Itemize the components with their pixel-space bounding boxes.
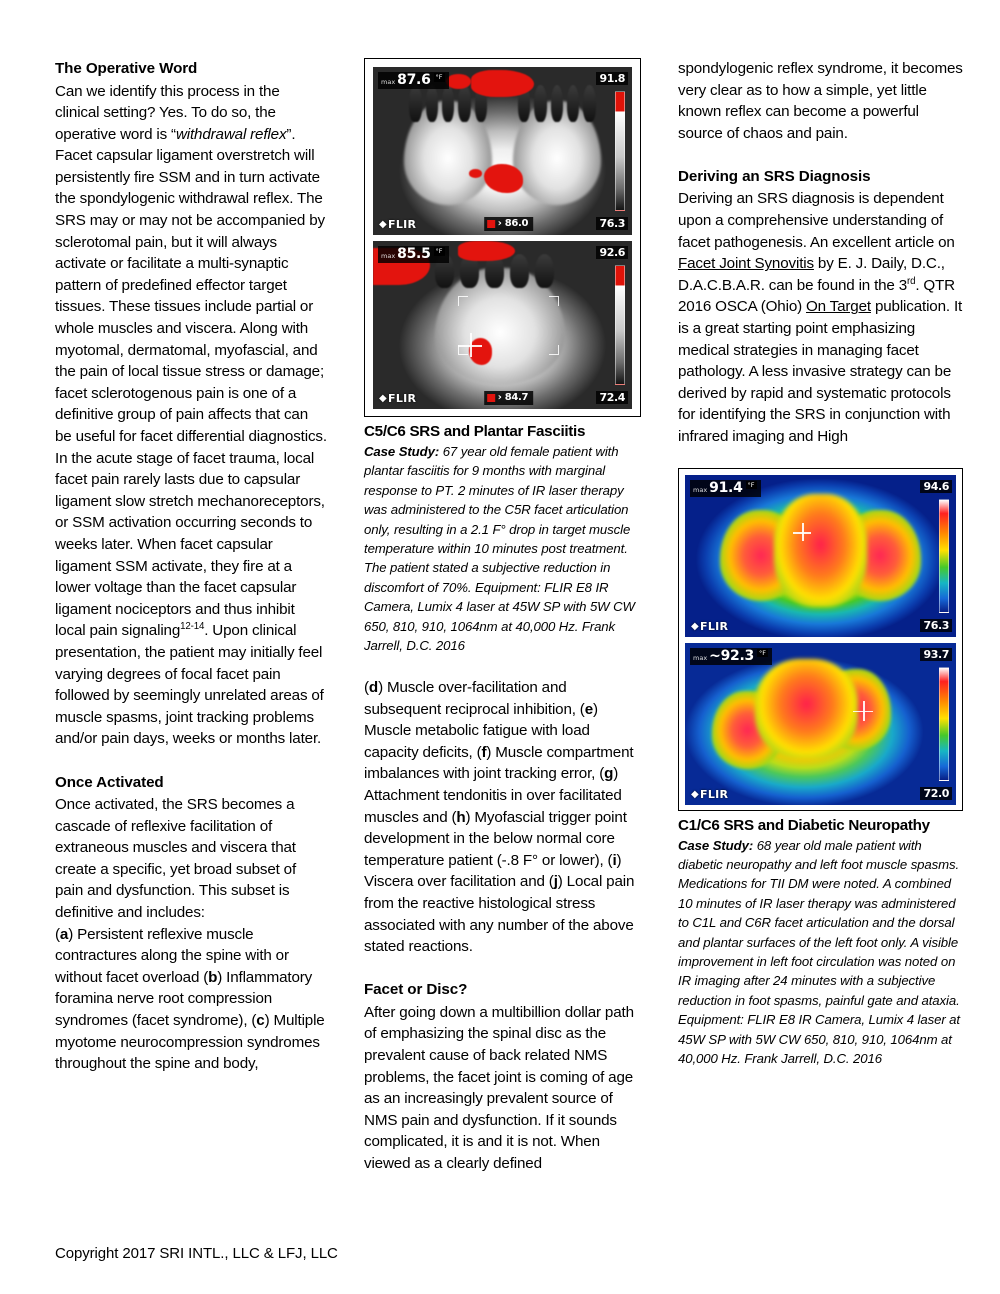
alarm-threshold-value: › 84.7 <box>497 392 529 403</box>
case-study-text: 68 year old male patient with diabetic neuropathy and left foot muscle spasms. Medications for TII DM were noted. A combined 10 minutes of IR laser therapy was administered to C1L and C6R facet articulation and the dorsal and plantar surfaces of the left foot only. A visible improvement in left foot circulation was noted on IR imaging after 24 minutes with a subjective reduction in foot spasms, painful gate and ataxia. Equipment: FLIR E8 IR Camera, Lumix 4 laser at 45W SP with 5W CW 650, 810, 910, 1064nm at 40,000 Hz. Frank Jarrell, D.C. 2016 <box>678 837 960 1067</box>
list-item-d-text: ) Muscle over-facilitation and subsequent reciprocal inhibition, ( <box>364 679 585 718</box>
roi-corner-bottom-left <box>458 345 468 355</box>
thermal-image-3 <box>685 475 956 637</box>
list-item-f-text: ) Muscle compartment imbalances with joint tracking error, ( <box>364 743 634 783</box>
case-study-label: Case Study: <box>364 444 440 459</box>
paragraph-facet-or-disc: After going down a multibillion dollar path of emphasizing the spinal disc as the prevalent cause of back related NMS problems, the facet joint is coming of age as an increasingly prevalent source of NMS pain and dysfunction. If it sounds complicated, it is and it is not. When viewed as a clearly defined <box>364 1003 634 1173</box>
list-marker-g: g <box>604 765 614 783</box>
spot-measurement-crosshair <box>793 523 811 541</box>
link-facet-joint-synovitis[interactable]: Facet Joint Synovitis <box>678 255 814 273</box>
column-2 <box>364 58 641 1175</box>
max-label: max <box>693 485 708 494</box>
heading-facet-or-disc: Facet or Disc? <box>364 981 468 999</box>
paragraph-list-d-through-j: (d) Muscle over-facilitation and subsequent reciprocal inhibition, (e) Muscle metabolic fatigue with load capacity deficits, (f) Muscle compartment imbalances with joint tracking error, (g) Attachment tendonitis in over facilitated muscles and (h) Myofascial trigger point development in the below normal core temperature patient (-.8 F° or lower), (i) Viscera over facilitation and (j) Local pain from the reactive histological stress associated with any number of the above stated reactions. <box>364 679 635 956</box>
paragraph-operative-word <box>55 81 327 750</box>
scale-high-value: 93.7 <box>920 648 952 661</box>
scale-low-value: 72.0 <box>920 787 952 800</box>
roi-corner-top-right <box>549 296 559 306</box>
operative-word-text-2: ”. Facet capsular ligament overstretch will persistently fire SSM and in turn activate the spondylogenic withdrawal reflex. The SRS may or may not be accompanied by sclerotomal pain, but it will always activate or facilitate a multi-synaptic pattern of predefined effector target tissues. These tissues include partial or whole muscles and viscera. Along with myotomal, dermatomal, myofascial, and the pain of local tissue stress or damage; facet sclerotogenous pain is one of a definitive group of pain affects that can be useful for facet differential diagnostics. In the acute stage of facet trauma, local facet pain rarely lasts due to capsular ligament slow stretch mechanoreceptors, or SSM activation occurring seconds to weeks later. When facet capsular ligament SSM activate, they fire at a lower voltage than the facet capsular ligament nociceptors and thus inhibit local pain signaling <box>55 125 327 640</box>
alarm-color-swatch <box>487 220 495 228</box>
list-item-g-text: ) Attachment tendonitis in over facilitated muscles and ( <box>364 765 622 826</box>
figure-caption-c1c6 <box>678 836 963 1069</box>
list-marker-e: e <box>584 700 594 718</box>
list-marker-i: i <box>612 851 617 869</box>
citation-superscript-12-14: 12-14 <box>180 621 205 633</box>
heading-once-activated: Once Activated <box>55 773 164 791</box>
max-temperature-readout <box>690 648 772 665</box>
temperature-scale-bar <box>615 91 625 211</box>
max-value: 91.4 <box>709 479 743 496</box>
hotspot-top-left <box>446 74 472 89</box>
scale-high-value: 94.6 <box>920 480 952 493</box>
list-item-e-text: ) Muscle metabolic fatigue with load capacity deficits, ( <box>364 700 598 761</box>
figure-c1c6-diabetic-neuropathy <box>678 468 963 811</box>
alarm-threshold-value: › 86.0 <box>497 218 529 229</box>
list-marker-b: b <box>208 968 218 986</box>
alarm-threshold-readout <box>484 217 533 231</box>
scale-low-value: 72.4 <box>596 391 628 404</box>
paragraph-once-activated: Once activated, the SRS becomes a cascade of reflexive facilitation of extraneous muscles and viscera that create a specific, yet broad subset of pain and dysfunction. This subset is definitive and includes: (a) Persistent reflexive muscle contractures along the spine with or without facet overload (b) Inflammatory foramina nerve root compression syndromes (facet syndrome), (c) Multiple myotome neurocompression syndromes throughout the spine and body, <box>55 796 325 1073</box>
temperature-unit: °F <box>758 648 766 657</box>
copyright-footer: Copyright 2017 SRI INTL., LLC & LFJ, LLC <box>55 1245 338 1262</box>
max-temperature-readout <box>378 72 449 89</box>
flir-diamond-icon: ◆ <box>379 393 387 404</box>
thermal-image-1 <box>373 67 632 235</box>
link-on-target[interactable]: On Target <box>806 298 871 316</box>
hotspot-top-center <box>471 70 533 97</box>
figure-caption-c5c6 <box>364 442 641 655</box>
deriving-text-4: publication. It is a great starting point emphasizing medical strategies in managing facet pathology. A less invasive strategy can be derived by rapid and systematic protocols for identifying the SRS in conjunction with infrared imaging and High <box>678 298 963 445</box>
list-item-c-text: ) Multiple myotome neurocompression syndromes throughout the spine and body, <box>55 1011 325 1073</box>
column-1 <box>55 58 327 1175</box>
ordinal-superscript-rd: rd <box>907 275 916 287</box>
list-item-i-text: ) Viscera over facilitation and ( <box>364 851 622 891</box>
roi-corner-top-left <box>458 296 468 306</box>
flir-logo <box>379 218 416 231</box>
hotspot-center-small <box>469 169 482 177</box>
thermal-image-2 <box>373 241 632 409</box>
scale-low-value: 76.3 <box>596 217 628 230</box>
list-item-j-text: ) Local pain from the reactive histological stress associated with any number of the above stated reactions. <box>364 873 635 956</box>
scale-high-value: 92.6 <box>596 246 628 259</box>
max-label: max <box>693 653 708 662</box>
operative-word-text-3: . Upon clinical presentation, the patient may initially feel varying degrees of focal facet pain followed by seemingly unrelated areas of muscle spasms, joint tracking problems and/or pain days, weeks or months later. <box>55 622 324 748</box>
paragraph-deriving-srs <box>678 188 963 447</box>
list-marker-a: a <box>59 925 69 943</box>
max-label: max <box>381 78 396 86</box>
column-3 <box>678 58 963 1175</box>
temperature-unit: °F <box>747 480 755 489</box>
max-value: ~92.3 <box>709 647 754 664</box>
deriving-text-3: . QTR 2016 OSCA (Ohio) <box>678 276 955 316</box>
list-item-b-text: ) Inflammatory foramina nerve root compression syndromes (facet syndrome), ( <box>55 968 313 1029</box>
heading-deriving-srs-diagnosis: Deriving an SRS Diagnosis <box>678 167 871 185</box>
flir-diamond-icon: ◆ <box>691 788 699 800</box>
figure-title-c1c6: C1/C6 SRS and Diabetic Neuropathy <box>678 816 930 834</box>
heading-the-operative-word: The Operative Word <box>55 60 198 77</box>
max-temperature-readout <box>378 246 449 263</box>
temperature-scale-bar <box>939 499 949 613</box>
paragraph-continuation: spondylogenic reflex syndrome, it becomes very clear as to how a simple, yet little known reflex can become a powerful source of chaos and pain. <box>678 60 963 142</box>
operative-word-italic-phrase: withdrawal reflex <box>175 125 287 143</box>
toes-right <box>518 85 596 122</box>
list-item-h-text: ) Myofascial trigger point development in the below normal core temperature patient (-.8 F° or lower), ( <box>364 808 627 869</box>
scale-low-value: 76.3 <box>920 619 952 632</box>
max-value: 85.5 <box>397 246 431 262</box>
alarm-color-swatch <box>487 394 495 402</box>
temperature-scale-bar <box>939 667 949 781</box>
spot-measurement-crosshair <box>853 701 873 721</box>
list-marker-c: c <box>256 1011 265 1029</box>
flir-logo <box>691 620 728 633</box>
scale-high-value: 91.8 <box>596 72 628 85</box>
max-temperature-readout <box>690 480 761 497</box>
temperature-unit: °F <box>435 73 443 81</box>
case-study-label: Case Study: <box>678 837 754 853</box>
three-column-layout <box>55 58 963 1175</box>
central-hot-region <box>755 659 858 759</box>
alarm-threshold-readout <box>484 391 533 405</box>
roi-corner-bottom-right <box>549 345 559 355</box>
list-marker-h: h <box>456 808 466 826</box>
list-item-a-text: ) Persistent reflexive muscle contractures along the spine with or without facet overload ( <box>55 925 289 986</box>
deriving-text-2: by E. J. Daily, D.C., D.A.C.B.A.R. can be found in the 3 <box>678 255 945 294</box>
list-marker-f: f <box>481 743 487 761</box>
list-marker-d: d <box>368 679 379 697</box>
flir-logo <box>379 392 416 405</box>
flir-brand-text: FLIR <box>700 619 729 633</box>
max-value: 87.6 <box>397 72 431 88</box>
temperature-unit: °F <box>435 247 443 255</box>
flir-diamond-icon: ◆ <box>379 219 387 230</box>
operative-word-text-1: Can we identify this process in the clinical setting? Yes. To do so, the operative word is “ <box>55 82 280 143</box>
flir-brand-text: FLIR <box>700 787 729 801</box>
temperature-scale-bar <box>615 265 625 385</box>
figure-c5c6-plantar-fasciitis <box>364 58 641 417</box>
flir-logo <box>691 788 728 801</box>
deriving-text-1: Deriving an SRS diagnosis is dependent upon a comprehensive understanding of facet pathogenesis. An excellent article on <box>678 190 955 251</box>
max-label: max <box>381 252 396 260</box>
thermal-image-4 <box>685 643 956 805</box>
flir-diamond-icon: ◆ <box>691 620 699 632</box>
flir-brand-text: FLIR <box>388 392 417 405</box>
flir-brand-text: FLIR <box>388 218 417 231</box>
central-hot-region <box>774 494 866 607</box>
list-marker-j: j <box>553 873 558 891</box>
once-activated-intro: Once activated, the SRS becomes a cascade of reflexive facilitation of extraneous muscles and viscera that create a specific, yet broad subset of pain and dysfunction. This subset is definitive and includes: <box>55 796 297 921</box>
figure-title-c5c6: C5/C6 SRS and Plantar Fasciitis <box>364 423 586 440</box>
case-study-text: 67 year old female patient with plantar fasciitis for 9 months with marginal response to PT. 2 minutes of IR laser therapy was administered to the C5R facet articulation only, resulting in a 2.1 F° drop in target muscle temperature within 10 minutes post treatment. The patient stated a subjective reduction in discomfort of 70%. Equipment: FLIR E8 IR Camera, Lumix 4 laser at 45W SP with 5W CW 650, 810, 910, 1064nm at 40,000 Hz. Frank Jarrell, D.C. 2016 <box>364 444 635 654</box>
